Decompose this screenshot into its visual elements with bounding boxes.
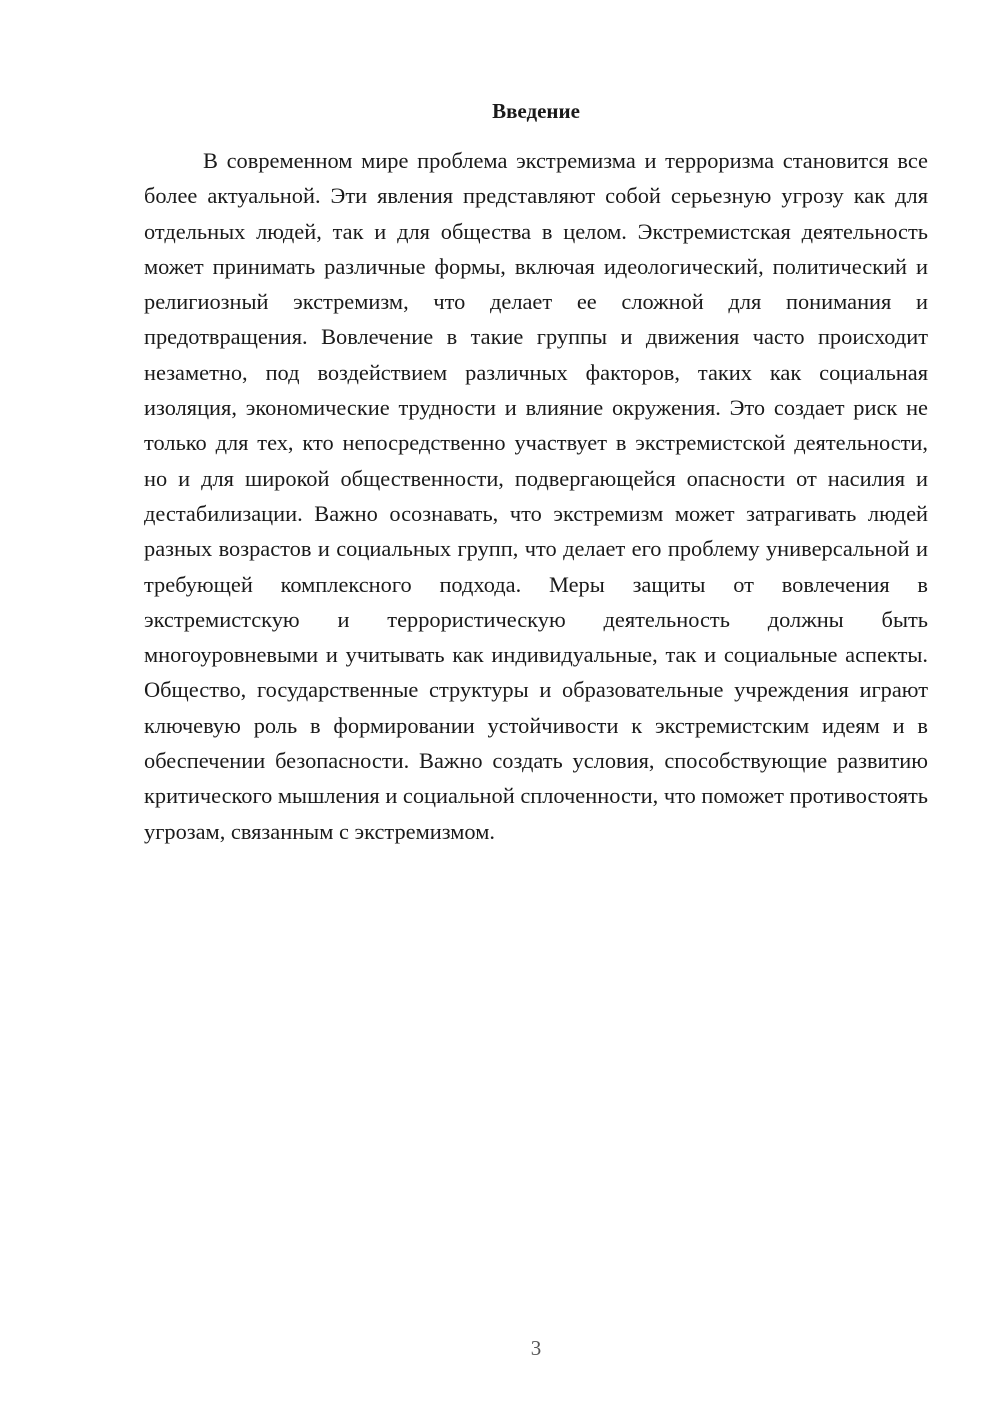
page-number: 3	[530, 1336, 542, 1360]
body-paragraph: В современном мире проблема экстремизма и терроризма становится все более актуальной. Эти явления представляют собой серьезную угрозу как для отдельных людей, так и для общества в целом. Экстремистская деятельность может принимать различные формы, включая идеологический, политический и религиозный экстремизм, что делает ее сложной для понимания и предотвращения. Вовлечение в такие группы и движения часто происходит незаметно, под воздействием различных факторов, таких как социальная изоляция, экономические трудности и влияние окружения. Это создает риск не только для тех, кто непосредственно участвует в экстремистской деятельности, но и для широкой общественности, подвергающейся опасности от насилия и дестабилизации. Важно осознавать, что экстремизм может затрагивать людей разных возрастов и социальных групп, что делает его проблему универсальной и требующей комплексного подхода. Меры защиты от вовлечения в экстремистскую и террористическую деятельность должны быть многоуровневыми и учитывать как индивидуальные, так и социальные аспекты. Общество, государственные структуры и образовательные учреждения играют ключевую роль в формировании устойчивости к экстремистским идеям и в обеспечении безопасности. Важно создать условия, способствующие развитию критического мышления и социальной сплоченности, что поможет противостоять угрозам, связанным с экстремизмом.	[144, 148, 928, 844]
page-title: Введение	[492, 99, 580, 123]
